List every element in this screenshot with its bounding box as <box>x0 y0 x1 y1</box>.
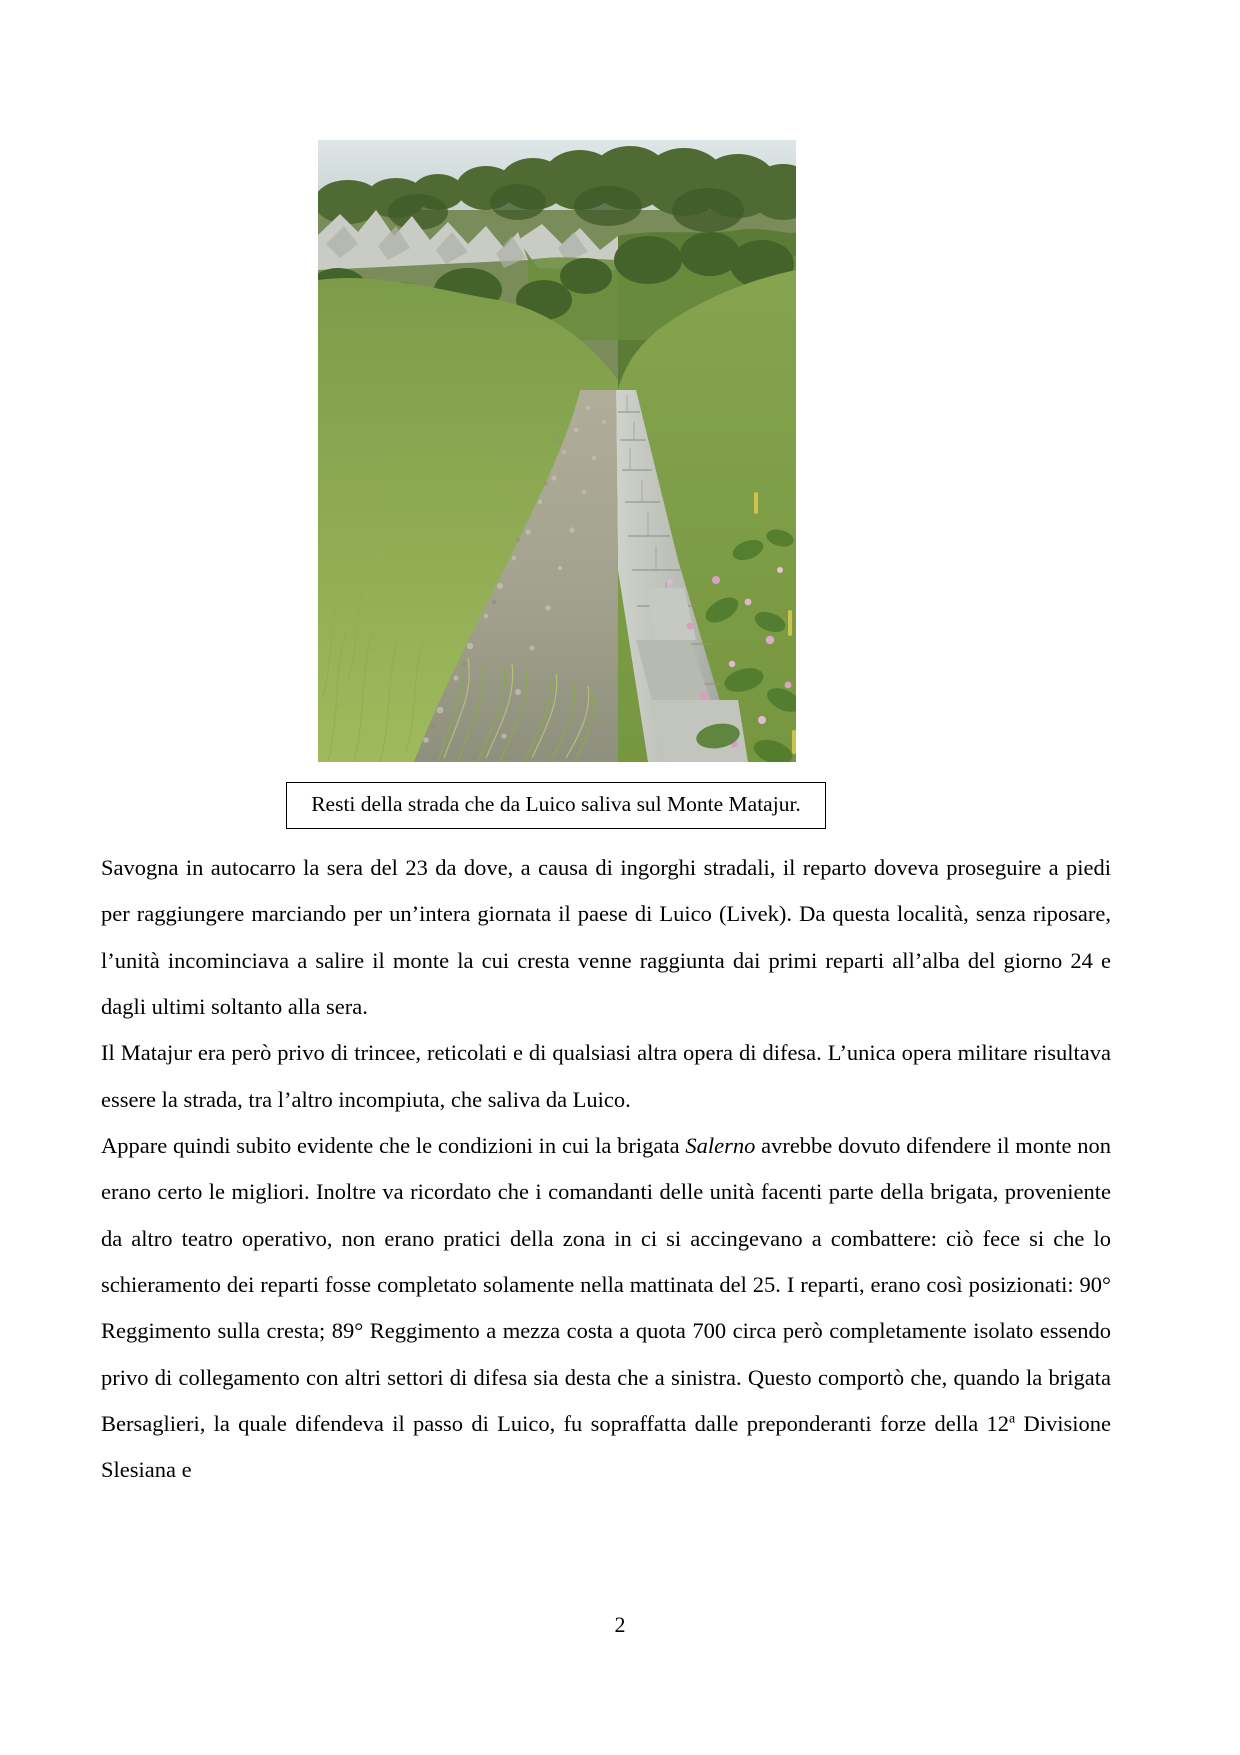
paragraph-3 <box>101 1123 1111 1494</box>
paragraph-2: Il Matajur era però privo di trincee, reticolati e di qualsiasi altra opera di difesa. L’unica opera militare risultava essere la strada, tra l’altro incompiuta, che saliva da Luico. <box>101 1040 1111 1112</box>
paragraph-3-part-2: avrebbe dovuto difendere il monte non erano certo le migliori. Inoltre va ricordato che i comandanti delle unità facenti parte della brigata, proveniente da altro teatro operativo, non erano pratici della zona in ci si accingevano a combattere: ciò fece si che lo schieramento dei reparti fosse completato solamente nella mattinata del 25. I reparti, erano così posizionati: 90° Reggimento sulla cresta; 89° Reggimento a mezza costa a quota 700 circa però completamente isolato essendo privo di collegamento con altri settori di difesa sia desta che a sinistra. Questo comportò che, quando la brigata Bersaglieri, la quale difendeva il passo di Luico, fu sopraffatta dalle preponderanti forze della 12 <box>101 1133 1111 1437</box>
paragraph-3-part-1: Appare quindi subito evidente che le condizioni in cui la brigata <box>101 1133 686 1159</box>
figure-caption-text: Resti della strada che da Luico saliva sul Monte Matajur. <box>311 792 801 816</box>
photo-mountain-road-remains <box>318 140 796 762</box>
paragraph-3-part-3: Divisione Slesiana e <box>101 1411 1111 1483</box>
body-text <box>101 845 1111 1494</box>
ordinal-superscript: a <box>1009 1411 1016 1427</box>
paragraph-1: Savogna in autocarro la sera del 23 da dove, a causa di ingorghi stradali, il reparto doveva proseguire a piedi per raggiungere marciando per un’intera giornata il paese di Luico (Livek). Da questa località, senza riposare, l’unità incominciava a salire il monte la cui cresta venne raggiunta dai primi reparti all’alba del giorno 24 e dagli ultimi soltanto alla sera. <box>101 855 1111 1020</box>
figure-caption <box>286 782 826 829</box>
page-number: 2 <box>614 1612 626 1637</box>
figure-block <box>311 140 801 829</box>
photo-illustration <box>318 140 796 762</box>
brigade-name-salerno: Salerno <box>685 1133 756 1159</box>
